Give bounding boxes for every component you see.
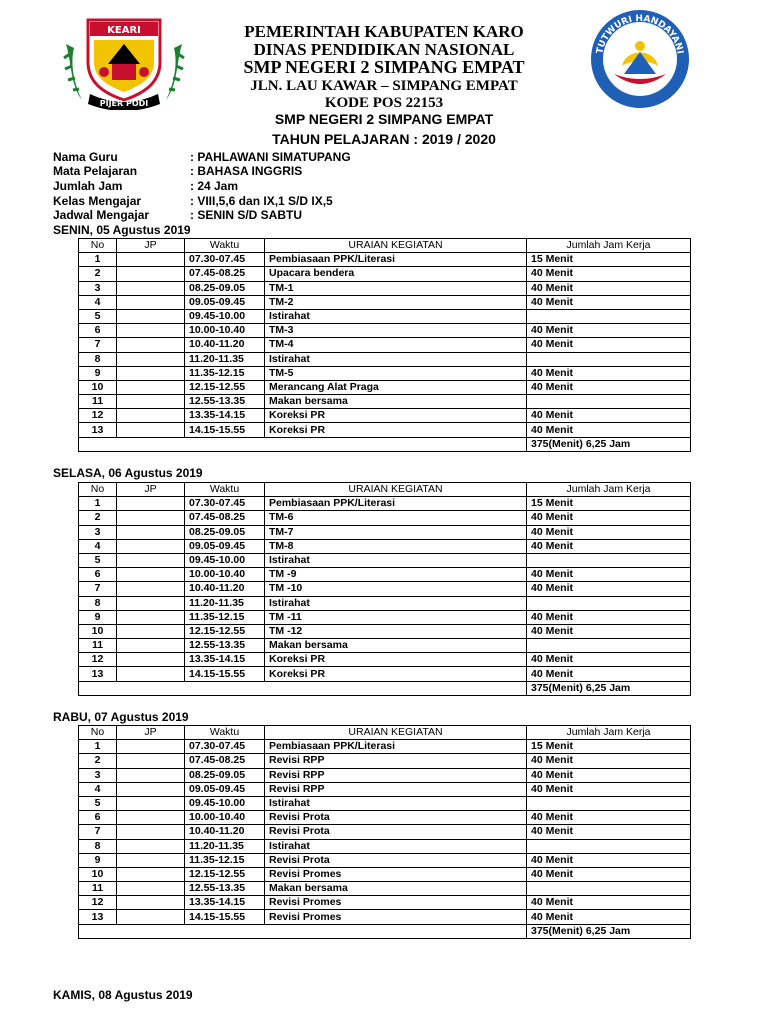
row-duration: 15 Menit: [527, 253, 691, 267]
row-duration: 40 Menit: [527, 267, 691, 281]
row-time: 10.40-11.20: [185, 582, 265, 596]
row-number: 12: [79, 896, 117, 910]
row-duration: 40 Menit: [527, 825, 691, 839]
row-jp: [117, 653, 185, 667]
row-activity: Revisi Promes: [265, 896, 527, 910]
column-header: Waktu: [185, 726, 265, 740]
row-jp: [117, 568, 185, 582]
row-jp: [117, 352, 185, 366]
info-label: Nama Guru: [53, 150, 118, 164]
academic-year: TAHUN PELAJARAN : 2019 / 2020: [272, 131, 496, 147]
table-row: [79, 409, 691, 423]
total-hours: 375(Menit) 6,25 Jam: [527, 681, 691, 695]
row-jp: [117, 525, 185, 539]
row-number: 8: [79, 596, 117, 610]
row-jp: [117, 910, 185, 924]
row-time: 09.45-10.00: [185, 796, 265, 810]
row-duration: 40 Menit: [527, 811, 691, 825]
row-activity: Istirahat: [265, 839, 527, 853]
info-row-nama-guru: [53, 150, 351, 164]
row-duration: 40 Menit: [527, 423, 691, 437]
row-activity: Makan bersama: [265, 882, 527, 896]
total-spacer: [79, 437, 527, 451]
row-duration: 40 Menit: [527, 896, 691, 910]
row-number: 3: [79, 768, 117, 782]
row-activity: Revisi RPP: [265, 782, 527, 796]
row-activity: TM -9: [265, 568, 527, 582]
row-number: 10: [79, 380, 117, 394]
row-time: 12.55-13.35: [185, 639, 265, 653]
row-number: 6: [79, 324, 117, 338]
info-label: Jadwal Mengajar: [53, 208, 150, 222]
row-activity: Koreksi PR: [265, 423, 527, 437]
row-jp: [117, 610, 185, 624]
row-time: 12.15-12.55: [185, 867, 265, 881]
row-jp: [117, 309, 185, 323]
total-row: [79, 437, 691, 451]
row-jp: [117, 796, 185, 810]
row-activity: Upacara bendera: [265, 267, 527, 281]
day-title-rabu: RABU, 07 Agustus 2019: [53, 710, 189, 724]
row-number: 11: [79, 639, 117, 653]
row-activity: TM-6: [265, 511, 527, 525]
row-number: 2: [79, 267, 117, 281]
row-activity: Makan bersama: [265, 639, 527, 653]
table-row: [79, 338, 691, 352]
column-header: URAIAN KEGIATAN: [265, 726, 527, 740]
table-row: [79, 352, 691, 366]
table-row: [79, 867, 691, 881]
row-time: 10.40-11.20: [185, 338, 265, 352]
row-time: 14.15-15.55: [185, 423, 265, 437]
info-value: : BAHASA INGGRIS: [190, 164, 303, 178]
row-duration: 40 Menit: [527, 409, 691, 423]
table-row: [79, 853, 691, 867]
column-header: No: [79, 239, 117, 253]
row-time: 10.00-10.40: [185, 568, 265, 582]
row-number: 1: [79, 497, 117, 511]
info-value: : PAHLAWANI SIMATUPANG: [190, 150, 351, 164]
table-row: [79, 782, 691, 796]
row-duration: 40 Menit: [527, 295, 691, 309]
row-duration: 40 Menit: [527, 768, 691, 782]
row-duration: 40 Menit: [527, 624, 691, 638]
row-duration: 40 Menit: [527, 281, 691, 295]
table-row: [79, 610, 691, 624]
row-time: 12.15-12.55: [185, 380, 265, 394]
row-duration: 40 Menit: [527, 338, 691, 352]
total-spacer: [79, 681, 527, 695]
row-number: 1: [79, 740, 117, 754]
row-time: 13.35-14.15: [185, 409, 265, 423]
row-number: 2: [79, 511, 117, 525]
row-activity: Istirahat: [265, 309, 527, 323]
row-jp: [117, 253, 185, 267]
row-number: 7: [79, 338, 117, 352]
row-jp: [117, 667, 185, 681]
row-activity: Istirahat: [265, 553, 527, 567]
table-row: [79, 882, 691, 896]
table-row: [79, 309, 691, 323]
table-row: [79, 525, 691, 539]
column-header: Waktu: [185, 483, 265, 497]
row-duration: 40 Menit: [527, 667, 691, 681]
row-duration: 40 Menit: [527, 582, 691, 596]
table-row: [79, 624, 691, 638]
day-title-selasa: SELASA, 06 Agustus 2019: [53, 466, 203, 480]
row-number: 3: [79, 281, 117, 295]
total-row: [79, 681, 691, 695]
header-postcode: KODE POS 22153: [324, 95, 444, 111]
row-duration: 15 Menit: [527, 497, 691, 511]
table-row: [79, 839, 691, 853]
row-activity: Pembiasaan PPK/Literasi: [265, 740, 527, 754]
row-number: 5: [79, 309, 117, 323]
row-time: 08.25-09.05: [185, 525, 265, 539]
table-row: [79, 740, 691, 754]
tut-wuri-text: TUTWURI HANDAYANI: [595, 13, 685, 55]
column-header: Jumlah Jam Kerja: [527, 726, 691, 740]
table-row: [79, 539, 691, 553]
column-header: URAIAN KEGIATAN: [265, 483, 527, 497]
row-jp: [117, 338, 185, 352]
row-time: 13.35-14.15: [185, 896, 265, 910]
row-jp: [117, 624, 185, 638]
row-duration: 40 Menit: [527, 653, 691, 667]
row-jp: [117, 395, 185, 409]
row-time: 14.15-15.55: [185, 667, 265, 681]
row-activity: Koreksi PR: [265, 667, 527, 681]
row-duration: 40 Menit: [527, 366, 691, 380]
row-time: 10.00-10.40: [185, 324, 265, 338]
row-activity: TM-5: [265, 366, 527, 380]
row-number: 12: [79, 653, 117, 667]
header-line-3: SMP NEGERI 2 SIMPANG EMPAT: [243, 57, 525, 77]
row-duration: 40 Menit: [527, 380, 691, 394]
row-number: 3: [79, 525, 117, 539]
column-header: Jumlah Jam Kerja: [527, 239, 691, 253]
row-duration: [527, 352, 691, 366]
row-activity: TM -10: [265, 582, 527, 596]
row-jp: [117, 539, 185, 553]
row-number: 6: [79, 568, 117, 582]
row-time: 09.05-09.45: [185, 782, 265, 796]
row-jp: [117, 409, 185, 423]
row-time: 12.55-13.35: [185, 882, 265, 896]
column-header: JP: [117, 239, 185, 253]
row-time: 12.15-12.55: [185, 624, 265, 638]
table-row: [79, 896, 691, 910]
row-activity: Istirahat: [265, 796, 527, 810]
row-number: 8: [79, 352, 117, 366]
row-time: 12.55-13.35: [185, 395, 265, 409]
row-time: 11.20-11.35: [185, 596, 265, 610]
row-jp: [117, 853, 185, 867]
day-title-kamis: KAMIS, 08 Agustus 2019: [53, 988, 193, 1002]
row-jp: [117, 423, 185, 437]
row-jp: [117, 281, 185, 295]
table-row: [79, 253, 691, 267]
row-time: 13.35-14.15: [185, 653, 265, 667]
table-row: [79, 910, 691, 924]
row-activity: Revisi RPP: [265, 768, 527, 782]
row-time: 14.15-15.55: [185, 910, 265, 924]
row-time: 08.25-09.05: [185, 281, 265, 295]
row-jp: [117, 324, 185, 338]
row-time: 07.45-08.25: [185, 511, 265, 525]
row-activity: Revisi Promes: [265, 867, 527, 881]
header-address: JLN. LAU KAWAR – SIMPANG EMPAT: [250, 78, 518, 94]
info-value: : SENIN S/D SABTU: [190, 208, 303, 222]
row-duration: [527, 553, 691, 567]
row-jp: [117, 782, 185, 796]
info-label: Jumlah Jam: [53, 179, 123, 193]
row-time: 11.35-12.15: [185, 610, 265, 624]
row-time: 09.45-10.00: [185, 553, 265, 567]
row-number: 4: [79, 539, 117, 553]
row-number: 10: [79, 624, 117, 638]
row-duration: 40 Menit: [527, 910, 691, 924]
row-jp: [117, 596, 185, 610]
table-row: [79, 553, 691, 567]
row-jp: [117, 825, 185, 839]
row-activity: Koreksi PR: [265, 409, 527, 423]
row-time: 11.35-12.15: [185, 366, 265, 380]
row-time: 07.45-08.25: [185, 754, 265, 768]
row-time: 11.35-12.15: [185, 853, 265, 867]
row-duration: [527, 639, 691, 653]
table-row: [79, 768, 691, 782]
table-row: [79, 653, 691, 667]
table-row: [79, 281, 691, 295]
table-header-row: [79, 726, 691, 740]
row-jp: [117, 754, 185, 768]
column-header: No: [79, 726, 117, 740]
row-duration: 40 Menit: [527, 539, 691, 553]
column-header: JP: [117, 483, 185, 497]
row-activity: TM -12: [265, 624, 527, 638]
table-row: [79, 324, 691, 338]
row-number: 4: [79, 295, 117, 309]
schedule-table-rabu: [78, 725, 691, 939]
row-number: 10: [79, 867, 117, 881]
row-time: 09.05-09.45: [185, 295, 265, 309]
row-duration: [527, 882, 691, 896]
row-activity: TM-4: [265, 338, 527, 352]
row-activity: Revisi RPP: [265, 754, 527, 768]
row-duration: 15 Menit: [527, 740, 691, 754]
row-activity: TM-8: [265, 539, 527, 553]
column-header: Jumlah Jam Kerja: [527, 483, 691, 497]
row-jp: [117, 740, 185, 754]
row-duration: 40 Menit: [527, 754, 691, 768]
row-number: 13: [79, 423, 117, 437]
row-activity: TM-2: [265, 295, 527, 309]
table-row: [79, 395, 691, 409]
row-time: 11.20-11.35: [185, 352, 265, 366]
row-activity: TM-3: [265, 324, 527, 338]
row-number: 9: [79, 366, 117, 380]
row-jp: [117, 366, 185, 380]
row-activity: Koreksi PR: [265, 653, 527, 667]
table-row: [79, 366, 691, 380]
row-activity: Revisi Prota: [265, 825, 527, 839]
row-number: 9: [79, 610, 117, 624]
table-row: [79, 568, 691, 582]
logo-top-text: KEARI: [107, 25, 141, 36]
table-row: [79, 423, 691, 437]
info-row-jadwal-mengajar: [53, 208, 302, 222]
row-number: 12: [79, 409, 117, 423]
row-jp: [117, 295, 185, 309]
info-label: Kelas Mengajar: [53, 194, 142, 208]
row-time: 11.20-11.35: [185, 839, 265, 853]
table-header-row: [79, 239, 691, 253]
row-jp: [117, 380, 185, 394]
row-jp: [117, 553, 185, 567]
row-activity: Makan bersama: [265, 395, 527, 409]
logo-ribbon-text: PIJER PODI: [99, 99, 149, 108]
table-row: [79, 295, 691, 309]
table-row: [79, 497, 691, 511]
row-duration: 40 Menit: [527, 610, 691, 624]
row-jp: [117, 839, 185, 853]
info-row-kelas-mengajar: [53, 194, 333, 208]
row-time: 07.30-07.45: [185, 740, 265, 754]
table-row: [79, 796, 691, 810]
table-row: [79, 639, 691, 653]
total-hours: 375(Menit) 6,25 Jam: [527, 924, 691, 938]
row-number: 7: [79, 582, 117, 596]
row-duration: 40 Menit: [527, 511, 691, 525]
row-jp: [117, 267, 185, 281]
row-jp: [117, 811, 185, 825]
row-number: 4: [79, 782, 117, 796]
row-duration: [527, 395, 691, 409]
day-title-senin: SENIN, 05 Agustus 2019: [53, 223, 191, 237]
row-jp: [117, 867, 185, 881]
row-number: 5: [79, 796, 117, 810]
total-row: [79, 924, 691, 938]
row-number: 11: [79, 395, 117, 409]
row-activity: Revisi Prota: [265, 853, 527, 867]
column-header: URAIAN KEGIATAN: [265, 239, 527, 253]
row-number: 8: [79, 839, 117, 853]
table-row: [79, 667, 691, 681]
row-activity: Istirahat: [265, 596, 527, 610]
row-number: 2: [79, 754, 117, 768]
info-value: : 24 Jam: [190, 179, 239, 193]
row-jp: [117, 497, 185, 511]
row-time: 10.40-11.20: [185, 825, 265, 839]
schedule-table-senin: [78, 238, 691, 452]
table-row: [79, 811, 691, 825]
row-jp: [117, 768, 185, 782]
row-time: 09.45-10.00: [185, 309, 265, 323]
row-duration: [527, 596, 691, 610]
table-row: [79, 267, 691, 281]
info-row-mata-pelajaran: [53, 164, 302, 178]
row-duration: [527, 796, 691, 810]
row-activity: TM -11: [265, 610, 527, 624]
info-label: Mata Pelajaran: [53, 164, 138, 178]
row-jp: [117, 896, 185, 910]
header-line-2: DINAS PENDIDIKAN NASIONAL: [253, 40, 515, 59]
row-number: 11: [79, 882, 117, 896]
row-jp: [117, 639, 185, 653]
row-activity: TM-7: [265, 525, 527, 539]
row-number: 1: [79, 253, 117, 267]
row-time: 07.30-07.45: [185, 253, 265, 267]
row-activity: Pembiasaan PPK/Literasi: [265, 253, 527, 267]
table-row: [79, 582, 691, 596]
table-row: [79, 596, 691, 610]
row-activity: Revisi Promes: [265, 910, 527, 924]
total-hours: 375(Menit) 6,25 Jam: [527, 437, 691, 451]
table-row: [79, 825, 691, 839]
row-number: 5: [79, 553, 117, 567]
row-time: 09.05-09.45: [185, 539, 265, 553]
table-header-row: [79, 483, 691, 497]
row-number: 13: [79, 667, 117, 681]
header-line-1: PEMERINTAH KABUPATEN KARO: [244, 22, 524, 41]
row-jp: [117, 511, 185, 525]
row-activity: Istirahat: [265, 352, 527, 366]
row-number: 13: [79, 910, 117, 924]
letterhead: [0, 0, 768, 112]
row-duration: 40 Menit: [527, 853, 691, 867]
school-title: SMP NEGERI 2 SIMPANG EMPAT: [274, 111, 494, 127]
row-duration: 40 Menit: [527, 568, 691, 582]
row-jp: [117, 882, 185, 896]
row-activity: Pembiasaan PPK/Literasi: [265, 497, 527, 511]
schedule-table-selasa: [78, 482, 691, 696]
row-time: 07.30-07.45: [185, 497, 265, 511]
row-duration: 40 Menit: [527, 324, 691, 338]
table-row: [79, 511, 691, 525]
row-duration: [527, 839, 691, 853]
column-header: No: [79, 483, 117, 497]
row-duration: [527, 309, 691, 323]
row-number: 9: [79, 853, 117, 867]
row-duration: 40 Menit: [527, 867, 691, 881]
row-activity: Revisi Prota: [265, 811, 527, 825]
row-jp: [117, 582, 185, 596]
row-time: 10.00-10.40: [185, 811, 265, 825]
row-activity: Merancang Alat Praga: [265, 380, 527, 394]
row-duration: 40 Menit: [527, 782, 691, 796]
row-number: 6: [79, 811, 117, 825]
table-row: [79, 754, 691, 768]
table-row: [79, 380, 691, 394]
row-activity: TM-1: [265, 281, 527, 295]
column-header: JP: [117, 726, 185, 740]
total-spacer: [79, 924, 527, 938]
row-time: 08.25-09.05: [185, 768, 265, 782]
info-row-jumlah-jam: [53, 179, 238, 193]
column-header: Waktu: [185, 239, 265, 253]
info-value: : VIII,5,6 dan IX,1 S/D IX,5: [190, 194, 333, 208]
row-duration: 40 Menit: [527, 525, 691, 539]
row-time: 07.45-08.25: [185, 267, 265, 281]
row-number: 7: [79, 825, 117, 839]
